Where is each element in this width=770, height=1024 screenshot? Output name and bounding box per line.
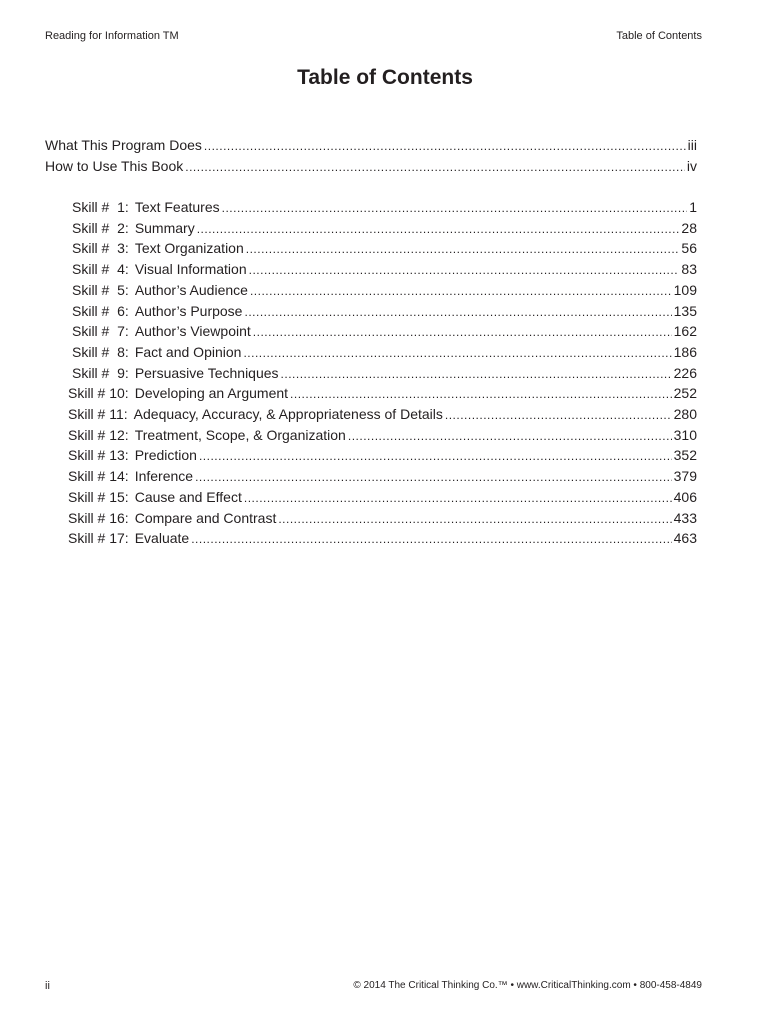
toc-skill-entry[interactable] <box>68 385 697 402</box>
copyright-notice: © 2014 The Critical Thinking Co.™ • www.CriticalThinking.com • 800-458-4849 <box>353 980 702 991</box>
toc-skill-page: 352 <box>673 447 697 463</box>
toc-skill-label <box>68 447 197 464</box>
toc-skill-page: 226 <box>673 365 697 381</box>
skill-title: Compare and Contrast <box>134 510 277 526</box>
toc-skill-entry[interactable] <box>72 365 697 382</box>
skill-title: Author’s Audience <box>134 282 248 298</box>
skill-number: Skill # 13: <box>68 447 129 463</box>
toc-skill-entry[interactable] <box>72 344 697 361</box>
toc-entry-page: iv <box>686 158 697 174</box>
dot-leader <box>253 324 672 341</box>
skill-number: Skill # 6: <box>72 303 129 319</box>
toc-skill-page: 252 <box>673 385 697 401</box>
toc-entry-label: How to Use This Book <box>45 158 184 174</box>
dot-leader <box>244 490 672 507</box>
toc-skill-entry[interactable] <box>72 220 697 237</box>
skill-number: Skill # 14: <box>68 468 129 484</box>
toc-skill-label <box>68 530 189 547</box>
skill-title: Summary <box>134 220 195 236</box>
skill-title: Developing an Argument <box>134 385 289 401</box>
toc-skill-label <box>72 282 248 299</box>
running-header-left: Reading for Information TM <box>45 30 179 42</box>
skill-number: Skill # 17: <box>68 530 129 546</box>
skill-title: Text Features <box>134 199 220 215</box>
skill-title: Prediction <box>134 447 197 463</box>
toc-entry-label: What This Program Does <box>45 137 202 153</box>
dot-leader <box>199 448 672 465</box>
skill-number: Skill # 15: <box>68 489 129 505</box>
toc-skill-page: 433 <box>673 510 697 526</box>
toc-entry[interactable] <box>45 158 697 175</box>
dot-leader <box>185 159 685 176</box>
dot-leader <box>445 407 672 424</box>
toc-skill-label <box>72 220 195 237</box>
page-number: ii <box>45 980 50 992</box>
toc-skill-label <box>72 323 251 340</box>
dot-leader <box>197 221 680 238</box>
running-header-right: Table of Contents <box>616 30 702 42</box>
toc-skill-entry[interactable] <box>68 427 697 444</box>
toc-skill-page: 109 <box>673 282 697 298</box>
dot-leader <box>250 283 672 300</box>
toc-skill-entry[interactable] <box>72 199 697 216</box>
toc-skill-label <box>68 510 276 527</box>
skill-title: Author’s Purpose <box>134 303 243 319</box>
dot-leader <box>204 138 686 155</box>
dot-leader <box>244 304 671 321</box>
toc-skill-entry[interactable] <box>72 240 697 257</box>
toc-skill-label <box>68 385 288 402</box>
toc-skill-entry[interactable] <box>68 447 697 464</box>
dot-leader <box>246 241 680 258</box>
toc-skill-entry[interactable] <box>72 282 697 299</box>
page-title: Table of Contents <box>297 66 473 89</box>
toc-skill-label <box>68 468 193 485</box>
skill-number: Skill # 3: <box>72 240 129 256</box>
skill-number: Skill # 8: <box>72 344 129 360</box>
skill-number: Skill # 4: <box>72 261 129 277</box>
toc-skill-label <box>72 240 244 257</box>
skill-number: Skill # 9: <box>72 365 129 381</box>
toc-skill-page: 135 <box>673 303 697 319</box>
skill-number: Skill # 7: <box>72 323 129 339</box>
skill-number: Skill # 2: <box>72 220 129 236</box>
dot-leader <box>191 531 671 548</box>
skill-title: Persuasive Techniques <box>134 365 279 381</box>
skill-number: Skill # 16: <box>68 510 129 526</box>
toc-skill-label <box>72 199 220 216</box>
skill-title: Author’s Viewpoint <box>134 323 251 339</box>
toc-skill-page: 280 <box>673 406 697 422</box>
toc-skill-page: 162 <box>673 323 697 339</box>
dot-leader <box>290 386 672 403</box>
toc-skill-label <box>72 365 279 382</box>
toc-skill-entry[interactable] <box>72 261 697 278</box>
toc-skill-label <box>72 261 247 278</box>
toc-skill-page: 83 <box>681 261 697 277</box>
skill-title: Text Organization <box>134 240 244 256</box>
toc-entry-page: iii <box>687 137 697 153</box>
dot-leader <box>222 200 688 217</box>
skill-title: Fact and Opinion <box>134 344 242 360</box>
toc-skill-entry[interactable] <box>68 406 697 423</box>
toc-skill-entry[interactable] <box>68 489 697 506</box>
toc-skill-page: 463 <box>673 530 697 546</box>
dot-leader <box>195 469 672 486</box>
toc-skill-label <box>72 344 241 361</box>
skill-number: Skill # 11: <box>68 406 128 422</box>
toc-skill-page: 28 <box>681 220 697 236</box>
toc-skill-label <box>72 303 242 320</box>
toc-skill-page: 406 <box>673 489 697 505</box>
toc-skill-entry[interactable] <box>68 468 697 485</box>
skill-number: Skill # 1: <box>72 199 129 215</box>
skill-number: Skill # 5: <box>72 282 129 298</box>
toc-skill-entry[interactable] <box>68 510 697 527</box>
skill-title: Cause and Effect <box>134 489 242 505</box>
toc-skill-page: 56 <box>681 240 697 256</box>
toc-skill-page: 1 <box>689 199 697 215</box>
skill-title: Adequacy, Accuracy, & Appropriateness of Details <box>133 406 443 422</box>
toc-skill-page: 379 <box>673 468 697 484</box>
skill-number: Skill # 12: <box>68 427 129 443</box>
toc-skill-entry[interactable] <box>68 530 697 547</box>
dot-leader <box>281 366 672 383</box>
dot-leader <box>249 262 680 279</box>
dot-leader <box>348 428 672 445</box>
toc-skill-page: 186 <box>673 344 697 360</box>
skill-title: Treatment, Scope, & Organization <box>134 427 346 443</box>
dot-leader <box>278 511 671 528</box>
toc-skill-label <box>68 406 443 423</box>
toc-entry[interactable] <box>45 137 697 154</box>
dot-leader <box>243 345 671 362</box>
skill-title: Evaluate <box>134 530 190 546</box>
toc-skill-entry[interactable] <box>72 303 697 320</box>
skill-number: Skill # 10: <box>68 385 129 401</box>
skill-title: Visual Information <box>134 261 247 277</box>
toc-skill-entry[interactable] <box>72 323 697 340</box>
toc-skill-label <box>68 427 346 444</box>
toc-skill-page: 310 <box>673 427 697 443</box>
skill-title: Inference <box>134 468 194 484</box>
toc-skill-label <box>68 489 242 506</box>
